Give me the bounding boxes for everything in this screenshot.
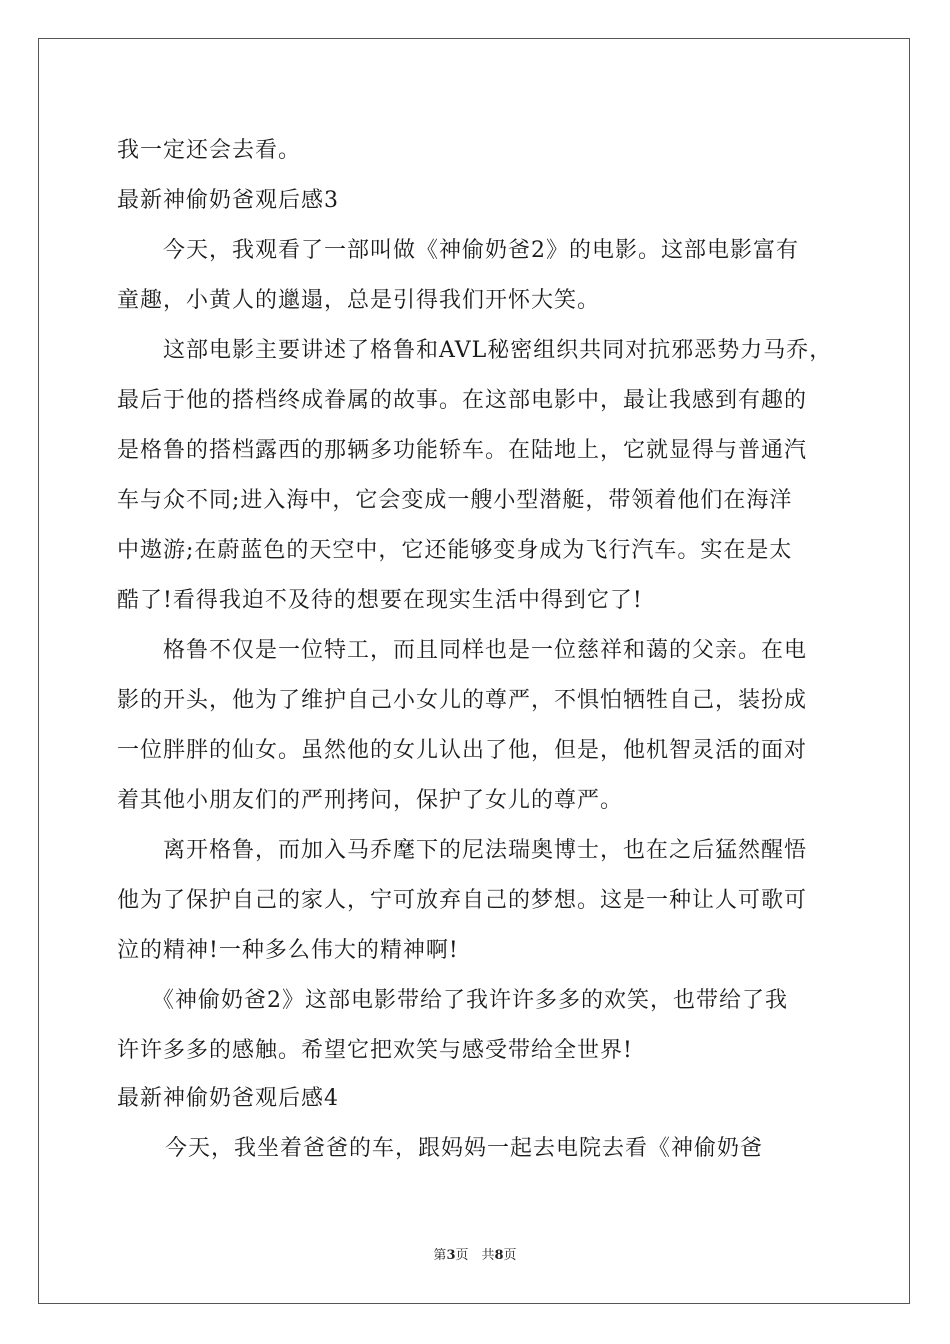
current-page-number: 3 [446,1248,456,1263]
page-footer [0,1244,950,1263]
paragraph-line: 着其他小朋友们的严刑拷问，保护了女儿的尊严。 [117,788,624,813]
page-border [38,38,910,1304]
text-line: 我一定还会去看。 [117,138,302,163]
paragraph-line: 影的开头，他为了维护自己小女儿的尊严，不惧怕牺牲自己，装扮成 [117,688,808,713]
paragraph-line: 中遨游;在蔚蓝色的天空中，它还能够变身成为飞行汽车。实在是太 [117,538,793,563]
paragraph-line: 今天，我坐着爸爸的车，跟妈妈一起去电院去看《神偷奶爸 [165,1136,764,1161]
paragraph-line: 泣的精神!一种多么伟大的精神啊! [117,938,459,963]
footer-prefix: 第 [433,1248,447,1263]
footer-middle: 页 共 [455,1248,495,1263]
paragraph-line: 最后于他的搭档终成眷属的故事。在这部电影中，最让我感到有趣的 [117,388,808,413]
paragraph-line: 他为了保护自己的家人，宁可放弃自己的梦想。这是一种让人可歌可 [117,888,808,913]
footer-suffix: 页 [503,1248,517,1263]
paragraph-line: 《神偷奶爸2》这部电影带给了我许许多多的欢笑，也带给了我 [152,988,788,1013]
section-heading: 最新神偷奶爸观后感4 [117,1086,339,1111]
total-pages-number: 8 [494,1248,504,1263]
paragraph-line: 酷了!看得我迫不及待的想要在现实生活中得到它了! [117,588,643,613]
paragraph-line: 许许多多的感触。希望它把欢笑与感受带给全世界! [117,1038,633,1063]
paragraph-line: 这部电影主要讲述了格鲁和AVL秘密组织共同对抗邪恶势力马乔， [163,338,833,363]
paragraph-line: 今天，我观看了一部叫做《神偷奶爸2》的电影。这部电影富有 [163,238,799,263]
paragraph-line: 是格鲁的搭档露西的那辆多功能轿车。在陆地上，它就显得与普通汽 [117,438,808,463]
paragraph-line: 一位胖胖的仙女。虽然他的女儿认出了他，但是，他机智灵活的面对 [117,738,808,763]
paragraph-line: 车与众不同;进入海中，它会变成一艘小型潜艇，带领着他们在海洋 [117,488,793,513]
paragraph-line: 格鲁不仅是一位特工，而且同样也是一位慈祥和蔼的父亲。在电 [163,638,808,663]
section-heading: 最新神偷奶爸观后感3 [117,188,339,213]
paragraph-line: 离开格鲁，而加入马乔麾下的尼法瑞奥博士，也在之后猛然醒悟 [163,838,808,863]
paragraph-line: 童趣，小黄人的邋遢，总是引得我们开怀大笑。 [117,288,601,313]
